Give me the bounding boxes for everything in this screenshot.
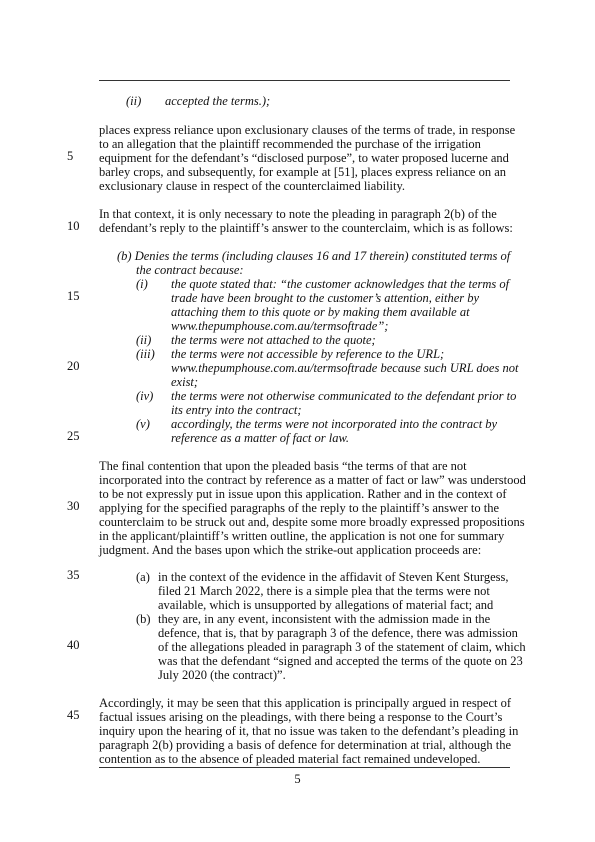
page-number: 5 — [294, 772, 301, 786]
text-line: equipment for the defendant’s “disclosed purpose”, to water proposed lucerne and — [99, 151, 509, 165]
text-line: the terms were not otherwise communicated to the defendant prior to — [171, 389, 517, 403]
text-line: the quote stated that: “the customer acknowledges that the terms of — [171, 277, 510, 291]
text-line: contention as to the absence of pleaded material fact remained undeveloped. — [99, 752, 481, 766]
text-line: the contract because: — [136, 263, 244, 277]
text-line: was that the defendant “signed and accepted the terms of the quote on 23 — [158, 654, 523, 668]
text-line: (ii) — [126, 94, 142, 108]
margin-line-number: 15 — [67, 289, 80, 303]
text-line: available, which is unsupported by allegations of material fact; and — [158, 598, 494, 612]
text-line: of the allegations pleaded in paragraph 3 of the statement of claim, which — [158, 640, 526, 654]
text-line: trade have been brought to the customer’s attention, either by — [171, 291, 480, 305]
header-rule — [99, 80, 510, 81]
margin-line-number: 10 — [67, 219, 80, 233]
margin-line-number: 30 — [67, 499, 80, 513]
text-line: paragraph 2(b) providing a basis of defence for determination at trial, although the — [99, 738, 512, 752]
text-line: applying for the specified paragraphs of the reply to the plaintiff’s answer to the — [99, 501, 499, 515]
text-line: accordingly, the terms were not incorporated into the contract by — [171, 417, 498, 431]
text-line: in the context of the evidence in the affidavit of Steven Kent Sturgess, — [158, 570, 509, 584]
text-line: defence, that is, that by paragraph 3 of the defence, there was admission — [158, 626, 518, 640]
text-line: its entry into the contract; — [171, 403, 302, 417]
text-line: (a) — [136, 570, 150, 584]
text-line: www.thepumphouse.com.au/termsoftrade”; — [171, 319, 389, 333]
text-line: incorporated into the contract by reference as a matter of fact or law” was understood — [99, 473, 526, 487]
text-line: (v) — [136, 417, 150, 431]
text-line: The final contention that upon the pleaded basis “the terms of that are not — [99, 459, 467, 473]
text-line: defendant’s reply to the plaintiff’s answer to the counterclaim, which is as follows: — [99, 221, 513, 235]
text-line: attaching them to this quote or by making them available at — [171, 305, 470, 319]
text-line: places express reliance upon exclusionary clauses of the terms of trade, in response — [99, 123, 516, 137]
text-line: (b) — [136, 612, 151, 626]
text-line: in the applicant/plaintiff’s written outline, the application is not one for summary — [99, 529, 505, 543]
text-line: exist; — [171, 375, 199, 389]
text-line: they are, in any event, inconsistent with the admission made in the — [158, 612, 491, 626]
text-line: to be not expressly put in issue upon this application. Rather and in the context of — [99, 487, 507, 501]
text-line: Accordingly, it may be seen that this application is principally argued in respect of — [99, 696, 512, 710]
text-line: (iv) — [136, 389, 154, 403]
text-line: (iii) — [136, 347, 155, 361]
margin-line-number: 20 — [67, 359, 80, 373]
margin-line-number: 40 — [67, 638, 80, 652]
text-line: the terms were not attached to the quote; — [171, 333, 376, 347]
text-line: July 2020 (the contract)”. — [158, 668, 286, 682]
text-line: counterclaim to be struck out and, despite some more broadly expressed propositions — [99, 515, 525, 529]
text-line: exclusionary clause in respect of the counterclaimed liability. — [99, 179, 406, 193]
text-line: (i) — [136, 277, 148, 291]
text-line: In that context, it is only necessary to note the pleading in paragraph 2(b) of the — [99, 207, 497, 221]
margin-line-number: 25 — [67, 429, 80, 443]
text-line: the terms were not accessible by reference to the URL; — [171, 347, 445, 361]
text-line: (b) Denies the terms (including clauses 16 and 17 therein) constituted terms of — [117, 249, 511, 263]
text-line: to an allegation that the plaintiff recommended the purchase of the irrigation — [99, 137, 481, 151]
text-line: judgment. And the bases upon which the strike-out application proceeds are: — [99, 543, 482, 557]
footer-rule — [99, 767, 510, 768]
text-line: (ii) — [136, 333, 152, 347]
text-line: barley crops, and subsequently, for example at [51], places express reliance on an — [99, 165, 507, 179]
margin-line-number: 5 — [67, 149, 74, 163]
text-line: reference as a matter of fact or law. — [171, 431, 349, 445]
text-line: accepted the terms.); — [165, 94, 271, 108]
text-line: filed 21 March 2022, there is a simple plea that the terms were not — [158, 584, 490, 598]
margin-line-number: 35 — [67, 568, 80, 582]
text-line: inquiry upon the hearing of it, that no issue was taken to the defendant’s pleading in — [99, 724, 519, 738]
margin-line-number: 45 — [67, 708, 80, 722]
text-line: www.thepumphouse.com.au/termsoftrade because such URL does not — [171, 361, 519, 375]
text-line: factual issues arising on the pleadings, with there being a response to the Court’s — [99, 710, 503, 724]
